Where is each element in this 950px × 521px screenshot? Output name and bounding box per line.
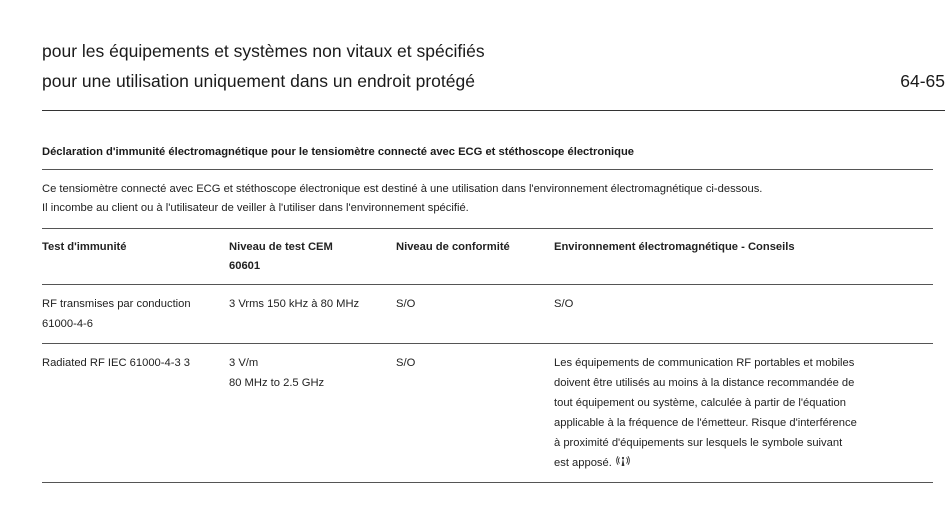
row2-conformity: S/O — [396, 344, 554, 483]
header-line-2-row — [42, 66, 945, 96]
intro-line-2: Il incombe au client ou à l'utilisateur de veiller à l'utiliser dans l'environnement spécifié. — [42, 202, 469, 214]
header-line-1: pour les équipements et systèmes non vitaux et spécifiés — [42, 41, 485, 61]
declaration-title: Déclaration d'immunité électromagnétique pour le tensiomètre connecté avec ECG et stéthoscope électronique — [42, 143, 933, 170]
header-level-line-2: 60601 — [229, 260, 261, 272]
row2-level — [229, 344, 396, 483]
row1-test — [42, 285, 229, 344]
table-header-row — [42, 229, 933, 285]
row2-env-line-1: Les équipements de communication RF portables et mobiles — [554, 357, 855, 369]
row2-env-line-6-wrap — [554, 453, 933, 473]
row1-environment: S/O — [554, 285, 933, 344]
row2-env-line-5: à proximité d'équipements sur lesquels le symbole suivant — [554, 437, 843, 449]
row2-env-line-4: applicable à la fréquence de l'émetteur. Risque d'interférence — [554, 417, 857, 429]
row2-level-line-2: 80 MHz to 2.5 GHz — [229, 377, 325, 389]
table-row — [42, 344, 933, 483]
row1-test-line-2: 61000-4-6 — [42, 318, 94, 330]
row2-test: Radiated RF IEC 61000-4-3 3 — [42, 344, 229, 483]
header-environment: Environnement électromagnétique - Conseils — [554, 229, 933, 285]
row2-env-line-3: tout équipement ou système, calculée à partir de l'équation — [554, 397, 846, 409]
header-divider — [42, 110, 945, 111]
declaration-intro — [42, 170, 933, 229]
header-line-2: pour une utilisation uniquement dans un endroit protégé — [42, 71, 475, 91]
row1-level: 3 Vrms 150 kHz à 80 MHz — [229, 285, 396, 344]
header-test: Test d'immunité — [42, 229, 229, 285]
page-number: 64-65 — [900, 71, 945, 91]
immunity-table — [42, 229, 933, 483]
header-level-line-1: Niveau de test CEM — [229, 241, 333, 253]
header-conformity: Niveau de conformité — [396, 229, 554, 285]
row2-env-line-2: doivent être utilisés au moins à la distance recommandée de — [554, 377, 855, 389]
row1-test-line-1: RF transmises par conduction — [42, 298, 191, 310]
header-level — [229, 229, 396, 285]
row2-environment — [554, 344, 933, 483]
page-header — [42, 36, 945, 96]
immunity-declaration — [42, 143, 933, 483]
row2-env-line-6: est apposé. — [554, 457, 612, 469]
non-ionizing-radiation-icon — [615, 454, 631, 466]
table-row — [42, 285, 933, 344]
row1-conformity: S/O — [396, 285, 554, 344]
intro-line-1: Ce tensiomètre connecté avec ECG et stéthoscope électronique est destiné à une utilisation dans l'environnement électromagnétique ci-dessous. — [42, 183, 763, 195]
row2-level-line-1: 3 V/m — [229, 357, 259, 369]
